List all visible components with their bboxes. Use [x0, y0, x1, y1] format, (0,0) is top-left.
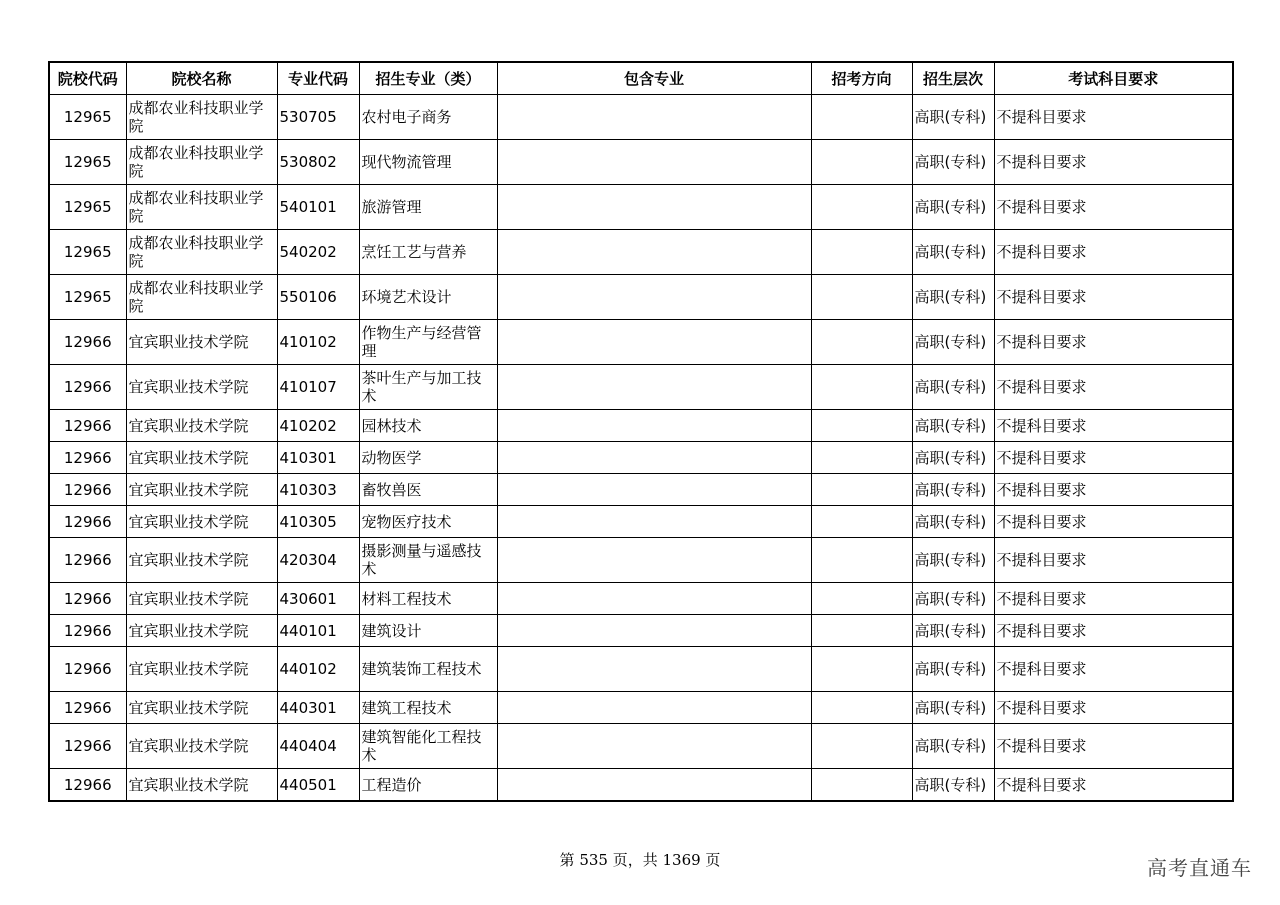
cell-major: 建筑设计	[359, 615, 497, 647]
cell-school-name: 宜宾职业技术学院	[126, 365, 277, 410]
cell-level: 高职(专科)	[912, 320, 994, 365]
cell-level: 高职(专科)	[912, 140, 994, 185]
cell-major-code: 530802	[277, 140, 359, 185]
cell-major: 农村电子商务	[359, 95, 497, 140]
cell-major: 摄影测量与遥感技术	[359, 538, 497, 583]
cell-major: 园林技术	[359, 410, 497, 442]
cell-included-majors	[497, 410, 811, 442]
cell-included-majors	[497, 769, 811, 802]
cell-major-code: 410202	[277, 410, 359, 442]
table-row	[49, 95, 1233, 140]
cell-school-name: 宜宾职业技术学院	[126, 474, 277, 506]
cell-direction	[811, 647, 912, 692]
cell-school-name: 成都农业科技职业学院	[126, 230, 277, 275]
cell-level: 高职(专科)	[912, 615, 994, 647]
cell-major: 建筑工程技术	[359, 692, 497, 724]
cell-included-majors	[497, 230, 811, 275]
cell-major: 宠物医疗技术	[359, 506, 497, 538]
cell-direction	[811, 275, 912, 320]
cell-school-code: 12965	[49, 140, 126, 185]
cell-subject-requirement: 不提科目要求	[994, 230, 1233, 275]
cell-subject-requirement: 不提科目要求	[994, 506, 1233, 538]
cell-school-name: 宜宾职业技术学院	[126, 506, 277, 538]
cell-school-code: 12966	[49, 442, 126, 474]
cell-subject-requirement: 不提科目要求	[994, 474, 1233, 506]
cell-school-name: 宜宾职业技术学院	[126, 320, 277, 365]
cell-subject-requirement: 不提科目要求	[994, 365, 1233, 410]
cell-major-code: 410301	[277, 442, 359, 474]
cell-included-majors	[497, 365, 811, 410]
cell-school-name: 宜宾职业技术学院	[126, 647, 277, 692]
cell-school-code: 12965	[49, 230, 126, 275]
header-level: 招生层次	[912, 62, 994, 95]
cell-school-code: 12965	[49, 185, 126, 230]
cell-school-code: 12966	[49, 615, 126, 647]
header-row	[49, 62, 1233, 95]
cell-school-name: 宜宾职业技术学院	[126, 692, 277, 724]
cell-level: 高职(专科)	[912, 442, 994, 474]
cell-subject-requirement: 不提科目要求	[994, 185, 1233, 230]
table-row	[49, 538, 1233, 583]
cell-school-name: 宜宾职业技术学院	[126, 442, 277, 474]
cell-direction	[811, 692, 912, 724]
cell-major: 建筑装饰工程技术	[359, 647, 497, 692]
cell-school-name: 宜宾职业技术学院	[126, 410, 277, 442]
table-row	[49, 769, 1233, 802]
cell-major-code: 540202	[277, 230, 359, 275]
table-row	[49, 320, 1233, 365]
page-number: 第 535 页，共 1369 页	[559, 851, 721, 869]
cell-level: 高职(专科)	[912, 230, 994, 275]
cell-direction	[811, 320, 912, 365]
cell-direction	[811, 769, 912, 802]
table-row	[49, 506, 1233, 538]
cell-major-code: 440101	[277, 615, 359, 647]
table-row	[49, 365, 1233, 410]
cell-school-code: 12966	[49, 410, 126, 442]
cell-level: 高职(专科)	[912, 275, 994, 320]
cell-subject-requirement: 不提科目要求	[994, 140, 1233, 185]
cell-school-code: 12965	[49, 275, 126, 320]
cell-direction	[811, 410, 912, 442]
header-school-name: 院校名称	[126, 62, 277, 95]
cell-direction	[811, 538, 912, 583]
cell-subject-requirement: 不提科目要求	[994, 583, 1233, 615]
cell-major-code: 430601	[277, 583, 359, 615]
cell-included-majors	[497, 442, 811, 474]
table-row	[49, 442, 1233, 474]
cell-level: 高职(专科)	[912, 583, 994, 615]
cell-major: 现代物流管理	[359, 140, 497, 185]
cell-included-majors	[497, 615, 811, 647]
cell-direction	[811, 724, 912, 769]
cell-direction	[811, 583, 912, 615]
header-major-code: 专业代码	[277, 62, 359, 95]
cell-major: 建筑智能化工程技术	[359, 724, 497, 769]
header-school-code: 院校代码	[49, 62, 126, 95]
watermark: 高考直通车	[1147, 856, 1252, 880]
cell-included-majors	[497, 140, 811, 185]
cell-subject-requirement: 不提科目要求	[994, 95, 1233, 140]
header-subject-requirement: 考试科目要求	[994, 62, 1233, 95]
cell-direction	[811, 365, 912, 410]
cell-school-name: 宜宾职业技术学院	[126, 538, 277, 583]
cell-level: 高职(专科)	[912, 647, 994, 692]
cell-subject-requirement: 不提科目要求	[994, 692, 1233, 724]
cell-level: 高职(专科)	[912, 474, 994, 506]
cell-included-majors	[497, 692, 811, 724]
cell-major: 材料工程技术	[359, 583, 497, 615]
cell-subject-requirement: 不提科目要求	[994, 275, 1233, 320]
cell-direction	[811, 506, 912, 538]
cell-school-name: 宜宾职业技术学院	[126, 583, 277, 615]
cell-major-code: 410305	[277, 506, 359, 538]
cell-major: 茶叶生产与加工技术	[359, 365, 497, 410]
cell-major: 烹饪工艺与营养	[359, 230, 497, 275]
cell-major-code: 410107	[277, 365, 359, 410]
cell-school-code: 12966	[49, 506, 126, 538]
cell-level: 高职(专科)	[912, 365, 994, 410]
cell-subject-requirement: 不提科目要求	[994, 615, 1233, 647]
cell-major: 畜牧兽医	[359, 474, 497, 506]
cell-school-name: 宜宾职业技术学院	[126, 724, 277, 769]
cell-direction	[811, 615, 912, 647]
cell-school-code: 12965	[49, 95, 126, 140]
cell-school-code: 12966	[49, 692, 126, 724]
cell-direction	[811, 474, 912, 506]
cell-subject-requirement: 不提科目要求	[994, 442, 1233, 474]
cell-level: 高职(专科)	[912, 538, 994, 583]
header-included-majors: 包含专业	[497, 62, 811, 95]
cell-school-name: 成都农业科技职业学院	[126, 95, 277, 140]
table-row	[49, 185, 1233, 230]
cell-school-name: 成都农业科技职业学院	[126, 275, 277, 320]
table-row	[49, 230, 1233, 275]
cell-included-majors	[497, 320, 811, 365]
cell-level: 高职(专科)	[912, 692, 994, 724]
cell-major-code: 540101	[277, 185, 359, 230]
table-row	[49, 724, 1233, 769]
table-row	[49, 410, 1233, 442]
cell-major-code: 550106	[277, 275, 359, 320]
cell-level: 高职(专科)	[912, 185, 994, 230]
header-direction: 招考方向	[811, 62, 912, 95]
cell-school-code: 12966	[49, 769, 126, 802]
cell-included-majors	[497, 647, 811, 692]
cell-major-code: 420304	[277, 538, 359, 583]
header-major: 招生专业（类）	[359, 62, 497, 95]
table-body	[49, 95, 1233, 802]
cell-major-code: 440501	[277, 769, 359, 802]
table-row	[49, 583, 1233, 615]
cell-major-code: 440301	[277, 692, 359, 724]
cell-major-code: 410303	[277, 474, 359, 506]
cell-major-code: 440102	[277, 647, 359, 692]
cell-level: 高职(专科)	[912, 410, 994, 442]
table-row	[49, 275, 1233, 320]
cell-school-name: 成都农业科技职业学院	[126, 185, 277, 230]
cell-major-code: 410102	[277, 320, 359, 365]
cell-direction	[811, 140, 912, 185]
cell-school-code: 12966	[49, 320, 126, 365]
cell-level: 高职(专科)	[912, 769, 994, 802]
table-row	[49, 647, 1233, 692]
cell-subject-requirement: 不提科目要求	[994, 724, 1233, 769]
cell-included-majors	[497, 724, 811, 769]
cell-included-majors	[497, 275, 811, 320]
cell-subject-requirement: 不提科目要求	[994, 320, 1233, 365]
cell-included-majors	[497, 506, 811, 538]
cell-subject-requirement: 不提科目要求	[994, 538, 1233, 583]
cell-included-majors	[497, 185, 811, 230]
cell-major-code: 530705	[277, 95, 359, 140]
cell-major: 环境艺术设计	[359, 275, 497, 320]
cell-direction	[811, 230, 912, 275]
cell-included-majors	[497, 474, 811, 506]
cell-school-code: 12966	[49, 474, 126, 506]
table-row	[49, 474, 1233, 506]
cell-direction	[811, 185, 912, 230]
table-row	[49, 615, 1233, 647]
cell-school-name: 成都农业科技职业学院	[126, 140, 277, 185]
table-row	[49, 140, 1233, 185]
cell-school-code: 12966	[49, 583, 126, 615]
cell-school-name: 宜宾职业技术学院	[126, 615, 277, 647]
cell-subject-requirement: 不提科目要求	[994, 647, 1233, 692]
cell-subject-requirement: 不提科目要求	[994, 410, 1233, 442]
cell-level: 高职(专科)	[912, 724, 994, 769]
admission-table	[48, 61, 1234, 802]
cell-school-code: 12966	[49, 365, 126, 410]
table-row	[49, 692, 1233, 724]
cell-direction	[811, 95, 912, 140]
cell-school-code: 12966	[49, 538, 126, 583]
cell-included-majors	[497, 538, 811, 583]
cell-major: 旅游管理	[359, 185, 497, 230]
cell-level: 高职(专科)	[912, 506, 994, 538]
cell-school-code: 12966	[49, 724, 126, 769]
cell-level: 高职(专科)	[912, 95, 994, 140]
cell-subject-requirement: 不提科目要求	[994, 769, 1233, 802]
cell-school-code: 12966	[49, 647, 126, 692]
cell-included-majors	[497, 583, 811, 615]
cell-major-code: 440404	[277, 724, 359, 769]
cell-major: 工程造价	[359, 769, 497, 802]
cell-major: 作物生产与经营管理	[359, 320, 497, 365]
cell-major: 动物医学	[359, 442, 497, 474]
cell-included-majors	[497, 95, 811, 140]
cell-school-name: 宜宾职业技术学院	[126, 769, 277, 802]
cell-direction	[811, 442, 912, 474]
